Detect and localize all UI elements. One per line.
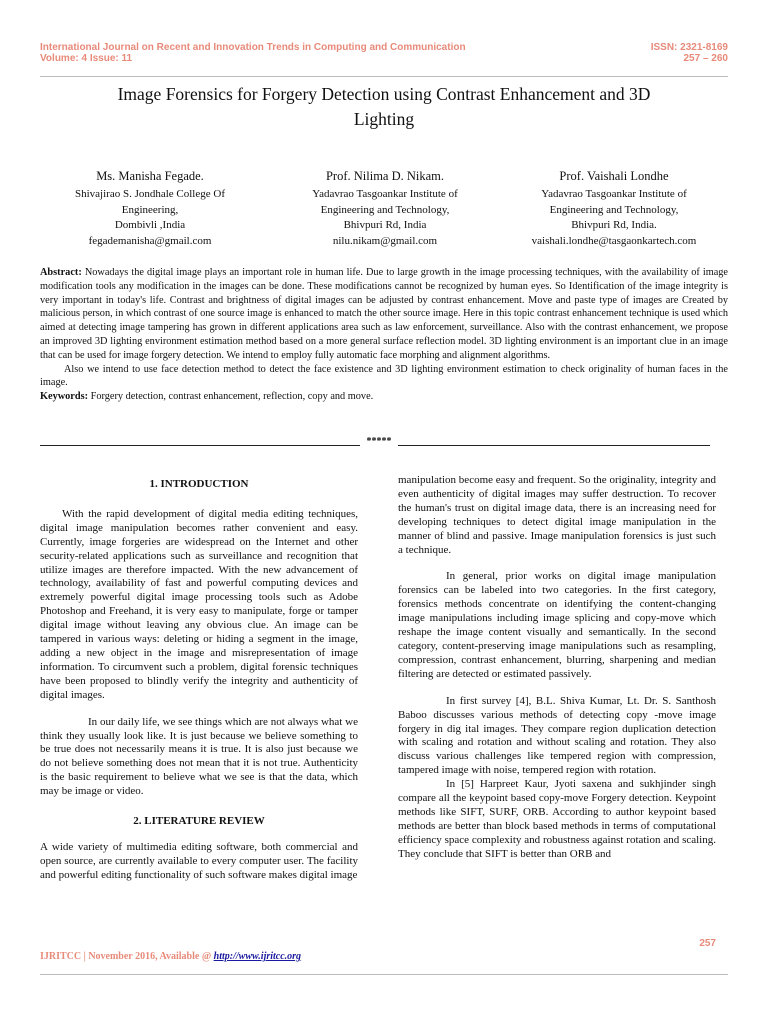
author-location: Dombivli ,India	[114, 219, 186, 231]
journal-info	[40, 42, 466, 64]
journal-issn-block	[651, 42, 728, 64]
author-affiliation: Yadavrao Tasgoankar Institute of	[541, 188, 687, 200]
author-3	[500, 168, 728, 249]
abstract-text: Nowadays the digital image plays an important role in human life. Due to large growth in the image processing techniques, with the availability of image modification tools any modification in the images can be done. These modifications cannot be recognized by human eyes. So Identification of the image integrity is very important in today's life. Contrast and brightness of digital images can be adjusted by contrast enhancement. Move and paste type of images are Created by malicious person, in which contrast of one source image is enhanced to match the other source image. Here in this topic contrast enhancement technique is used which aimed at detecting image tampering has grown in different applications area such as law enforcement, surveillance. Also with the contrast enhancement, we propose an improved 3D lighting environment estimation method based on a more general surface reflection model. 3D lighting environment is an important clue in an image that can be used for image forgery detection. We intend to employ fully automatic face morphing and alignment algorithms.	[40, 267, 728, 361]
literature-paragraph-4: In [5] Harpreet Kaur, Jyoti saxena and sukhjinder singh compare all the keypoint based copy-move Forgery detection. Keypoint methods like SIFT, SURF, ORB. According to author keypoint based methods are better than block based methods in terms of computational efficiency space complexity and robustness against rotation and scaling. They conclude that SIFT is better than ORB and	[398, 778, 716, 860]
section-heading-literature-review: 2. LITERATURE REVIEW	[133, 815, 265, 828]
abstract-paragraph	[40, 266, 728, 363]
abstract-section	[40, 266, 728, 404]
abstract-label: Abstract:	[40, 267, 82, 278]
abstract-paragraph-2: Also we intend to use face detection method to detect the face existence and 3D lighting environment estimation to check originality of human faces in the image.	[40, 363, 728, 389]
journal-volume: Volume: 4 Issue: 11	[40, 53, 133, 64]
author-1	[40, 168, 260, 249]
literature-paragraph-3: In first survey [4], B.L. Shiva Kumar, Lt. Dr. S. Santhosh Baboo discusses various methods of detecting copy -move image forgery in dig ital images. They compare region duplication detection with scaling and rotation and without scaling and rotation. They also discuss various challenges like tempered region with compression, tampered image with noise, tempered region with rotation.	[398, 694, 716, 777]
paper-title	[40, 82, 728, 132]
author-location: Bhivpuri Rd, India	[343, 219, 427, 231]
keywords-text: Forgery detection, contrast enhancement, reflection, copy and move.	[90, 391, 374, 403]
author-email: nilu.nikam@gmail.com	[332, 234, 438, 247]
right-column	[398, 474, 716, 862]
journal-name: International Journal on Recent and Innovation Trends in Computing and Communication	[40, 42, 466, 53]
section-separator	[40, 436, 710, 450]
left-column	[40, 474, 358, 883]
footer-text: IJRITCC | November 2016, Available @	[40, 951, 214, 962]
journal-pages: 257 – 260	[683, 53, 728, 64]
author-affiliation: Engineering and Technology,	[549, 203, 679, 216]
author-2	[275, 168, 495, 249]
paper-title-line-2: Lighting	[353, 109, 415, 129]
literature-paragraph-continued: manipulation become easy and frequent. So the originality, integrity and even authenticity of digital images may suffer destruction. To recover the human's trust on digital image data, there is an increasing need for developing techniques to detect digital image manipulation in the manner of blind and passive. Image manipulation forensics is just such a technique.	[398, 474, 716, 556]
literature-paragraph-1: A wide variety of multimedia editing software, both commercial and open source, are currently available to every computer user. The facility and powerful editing functionality of such software makes digital image	[40, 840, 358, 881]
section-heading-introduction: 1. INTRODUCTION	[149, 478, 249, 490]
separator-line-left	[40, 445, 360, 446]
paper-title-line-1: Image Forensics for Forgery Detection using Contrast Enhancement and 3D	[117, 84, 651, 104]
header-divider	[40, 76, 728, 77]
author-affiliation: Yadavrao Tasgoankar Institute of	[312, 188, 458, 200]
author-affiliation: Engineering,	[121, 203, 179, 216]
journal-website-link[interactable]: http://www.ijritcc.org	[213, 951, 302, 962]
keywords	[40, 390, 728, 404]
journal-issn: ISSN: 2321-8169	[650, 42, 728, 53]
separator-line-right	[398, 445, 710, 446]
author-name: Ms. Manisha Fegade.	[96, 169, 204, 183]
author-name: Prof. Nilima D. Nikam.	[325, 169, 445, 183]
page-footer	[40, 951, 301, 962]
author-email: vaishali.londhe@tasgaonkartech.com	[531, 234, 697, 247]
author-email: fegademanisha@gmail.com	[88, 234, 212, 247]
literature-paragraph-2: In general, prior works on digital image manipulation forensics can be labeled into two categories. In the first category, forensics methods concentrate on identifying the content-changing image manipulations including image splicing and copy-move which reshape the image content visually and semantically. In the second category, content-preserving image manipulations such as resampling, compression, contrast enhancement, blurring, sharpening and median filtering are detected or estimated passively.	[398, 570, 716, 680]
footer-divider	[40, 974, 728, 975]
introduction-paragraph-1: With the rapid development of digital media editing techniques, digital image manipulation becomes rather convenient and easy. Currently, image forgeries are widespread on the Internet and other security-related applications such as surveillance and recognition that utilize images are therefore impacted. With the new advancement of technology, availability of fast and powerful computing devices and extremely powerful digital image processing tools such as Adobe Photoshop and Freehand, it is very easy to manipulate, forge or tamper digital image without leaving any obvious clue. An image can be tampered in various ways: deleting or hiding a segment in the image, adding a new object in the image and misrepresentation of image information. To circumvent such a problem, digital forensic techniques have been proposed to blindly verify the integrity and authenticity of digital images.	[40, 507, 358, 701]
separator-stars: *****	[366, 436, 392, 447]
author-affiliation: Engineering and Technology,	[320, 203, 450, 216]
author-location: Bhivpuri Rd, India.	[571, 219, 657, 231]
author-name: Prof. Vaishali Londhe	[559, 169, 669, 183]
author-affiliation: Shivajirao S. Jondhale College Of	[74, 188, 225, 200]
keywords-label: Keywords:	[40, 391, 89, 403]
page-number: 257	[699, 938, 716, 949]
introduction-paragraph-2: In our daily life, we see things which are not always what we think they usually look like. It is just because we believe something to be true does not necessarily means it is true. It is also just because we do not believe something does not mean that it is not true. Authenticity is the basic requirement to believe what we see is that the data, which may be image or video.	[40, 715, 358, 798]
